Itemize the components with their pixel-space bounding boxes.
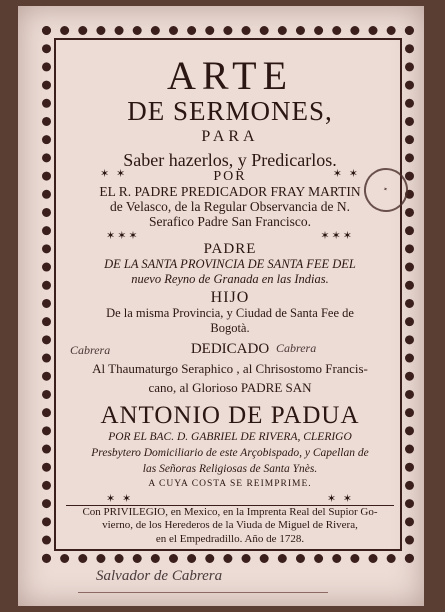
- hijo-label: HIJO: [210, 289, 250, 306]
- title-line-1: ARTE: [166, 53, 294, 98]
- byline-line-3: las Señoras Religiosas de Santa Ynès.: [142, 463, 318, 475]
- handwriting-underline: [78, 592, 328, 593]
- imprint-line-3: en el Empedradillo. Año de 1728.: [155, 532, 305, 545]
- star-icon: ✶ ✶: [100, 168, 128, 180]
- star-icon: ✶✶✶: [106, 230, 140, 242]
- author-line-2: de Velasco, de la Regular Observancia de N.: [109, 199, 351, 214]
- handwritten-name: Salvador de Cabrera: [96, 568, 223, 584]
- star-ornaments: [66, 494, 394, 505]
- costa-line: A CUYA COSTA SE REIMPRIME.: [148, 479, 312, 489]
- star-icon: ✶ ✶: [106, 492, 134, 505]
- imprint-line-1: Con PRIVILEGIO, en Mexico, en la Imprenta Real del Supior Go-: [82, 505, 378, 518]
- signature-left: Cabrera: [70, 343, 111, 357]
- star-icon: ✶ ✶: [326, 492, 354, 505]
- library-stamp-icon: ✦: [356, 160, 416, 220]
- padre-label: PADRE: [203, 241, 257, 257]
- author-line-1: EL R. PADRE PREDICADOR FRAY MARTIN: [99, 184, 361, 199]
- padre-line-1: DE LA SANTA PROVINCIA DE SANTA FEE DEL: [104, 257, 356, 271]
- star-icon: ✶✶✶: [320, 230, 354, 242]
- title-line-4: Saber hazerlos, y Predicarlos.: [123, 150, 337, 170]
- hijo-line-2: Bogotà.: [210, 321, 250, 335]
- imprint-line-2: vierno, de los Herederos de la Viuda de Miguel de Rivera,: [102, 519, 358, 531]
- saint-name: ANTONIO DE PADUA: [100, 402, 360, 429]
- por-label: POR: [213, 169, 247, 184]
- byline-line-1: POR EL BAC. D. GABRIEL DE RIVERA, CLERIGO: [108, 431, 352, 443]
- byline-line-2: Presbytero Domiciliario de este Arçobispado, y Capellan de: [91, 447, 369, 459]
- signature-right: Cabrera: [276, 341, 317, 355]
- dedication-line-2: cano, al Glorioso PADRE SAN: [148, 380, 312, 395]
- title-content: [66, 50, 394, 555]
- hijo-line-1: De la misma Provincia, y Ciudad de Santa Fee de: [106, 306, 354, 320]
- padre-line-2: nuevo Reyno de Granada en las Indias.: [131, 272, 329, 286]
- author-line-3: Serafico Padre San Francisco.: [149, 214, 311, 229]
- title-line-3: PARA: [201, 128, 259, 145]
- title-line-2: DE SERMONES,: [127, 96, 333, 126]
- dedication-row: [66, 342, 394, 357]
- star-icon: ✶ ✶: [332, 168, 360, 180]
- title-page: [18, 6, 424, 606]
- star-ornaments: [66, 169, 394, 184]
- dedication-label: DEDICADO: [190, 341, 270, 357]
- dedication-line-1: Al Thaumaturgo Seraphico , al Chrisostomo Francis-: [92, 361, 368, 376]
